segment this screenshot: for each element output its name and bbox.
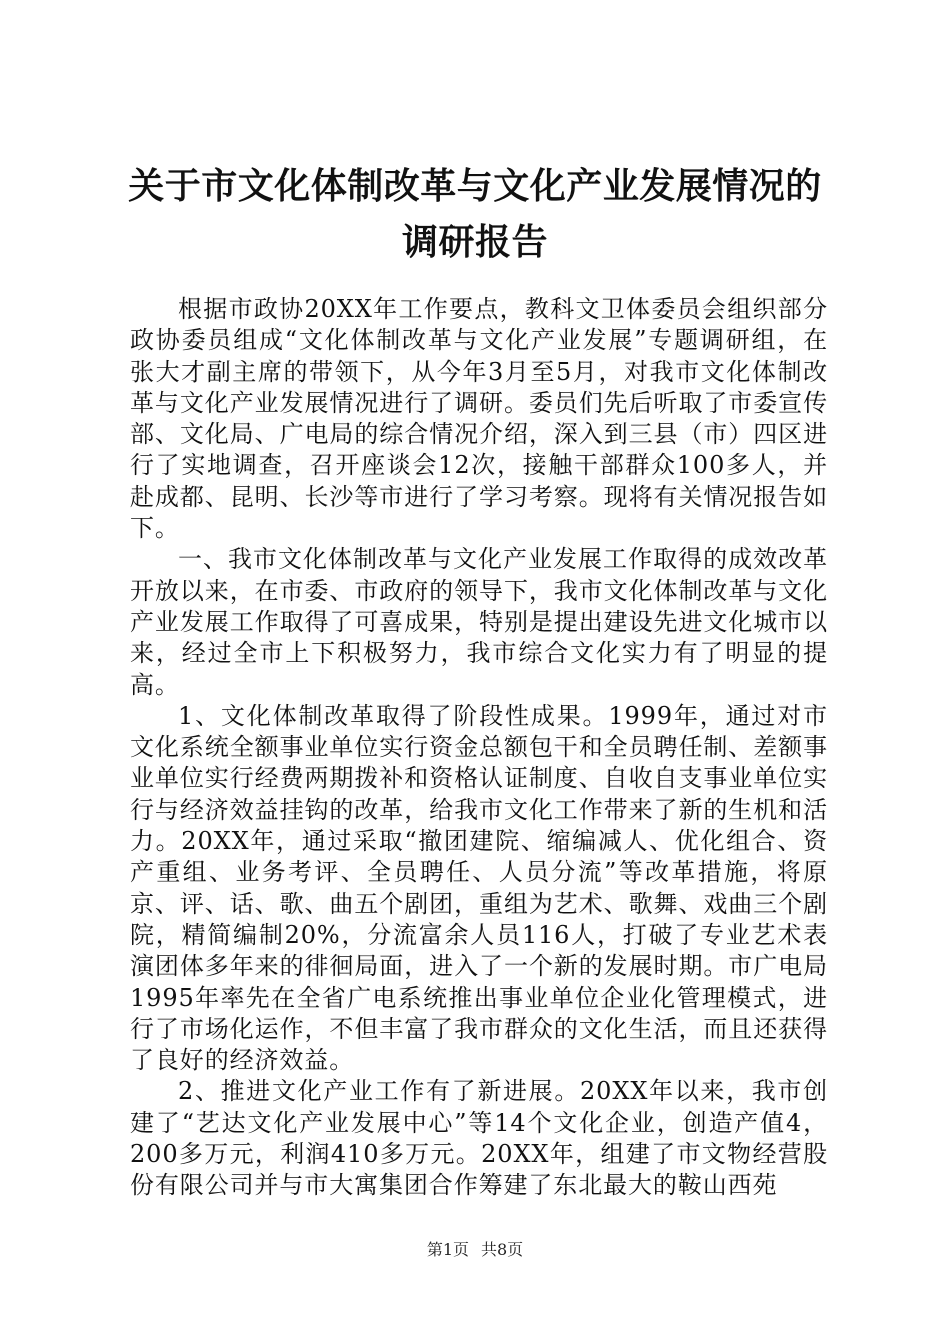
document-body: [130, 294, 828, 1202]
page-number: 第1页: [426, 1240, 469, 1259]
paragraph-section-one: 一、我市文化体制改革与文化产业发展工作取得的成效改革开放以来，在市委、市政府的领导下，我市文化体制改革与文化产业发展工作取得了可喜成果，特别是提出建设先进文化城市以来，经过全市上下积极努力，我市综合文化实力有了明显的提高。: [130, 545, 828, 699]
paragraph-item-one: 1、文化体制改革取得了阶段性成果。1999年，通过对市文化系统全额事业单位实行资金总额包干和全员聘任制、差额事业单位实行经费两期拨补和资格认证制度、自收自支事业单位实行与经济效益挂钩的改革，给我市文化工作带来了新的生机和活力。20XX年，通过采取“撤团建院、缩编减人、优化组合、资产重组、业务考评、全员聘任、人员分流”等改革措施，将原京、评、话、歌、曲五个剧团，重组为艺术、歌舞、戏曲三个剧院，精简编制20%，分流富余人员116人，打破了专业艺术表演团体多年来的徘徊局面，进入了一个新的发展时期。市广电局1995年率先在全省广电系统推出事业单位企业化管理模式，进行了市场化运作，不但丰富了我市群众的文化生活，而且还获得了良好的经济效益。: [130, 701, 828, 1075]
paragraph-item-two: 2、推进文化产业工作有了新进展。20XX年以来，我市创建了“艺达文化产业发展中心”等14个文化企业，创造产值4，200多万元，利润410多万元。20XX年，组建了市文物经营股份有限公司并与市大寓集团合作筹建了东北最大的鞍山西苑: [130, 1077, 828, 1200]
page-total: 共8页: [481, 1240, 524, 1259]
document-title: 关于市文化体制改革与文化产业发展情况的调研报告: [128, 165, 822, 263]
page-footer: [0, 1240, 950, 1260]
paragraph-intro: 根据市政协20XX年工作要点，教科文卫体委员会组织部分政协委员组成“文化体制改革与文化产业发展”专题调研组，在张大才副主席的带领下，从今年3月至5月，对我市文化体制改革与文化产业发展情况进行了调研。委员们先后听取了市委宣传部、文化局、广电局的综合情况介绍，深入到三县（市）四区进行了实地调查，召开座谈会12次，接触干部群众100多人，并赴成都、昆明、长沙等市进行了学习考察。现将有关情况报告如下。: [130, 295, 828, 543]
